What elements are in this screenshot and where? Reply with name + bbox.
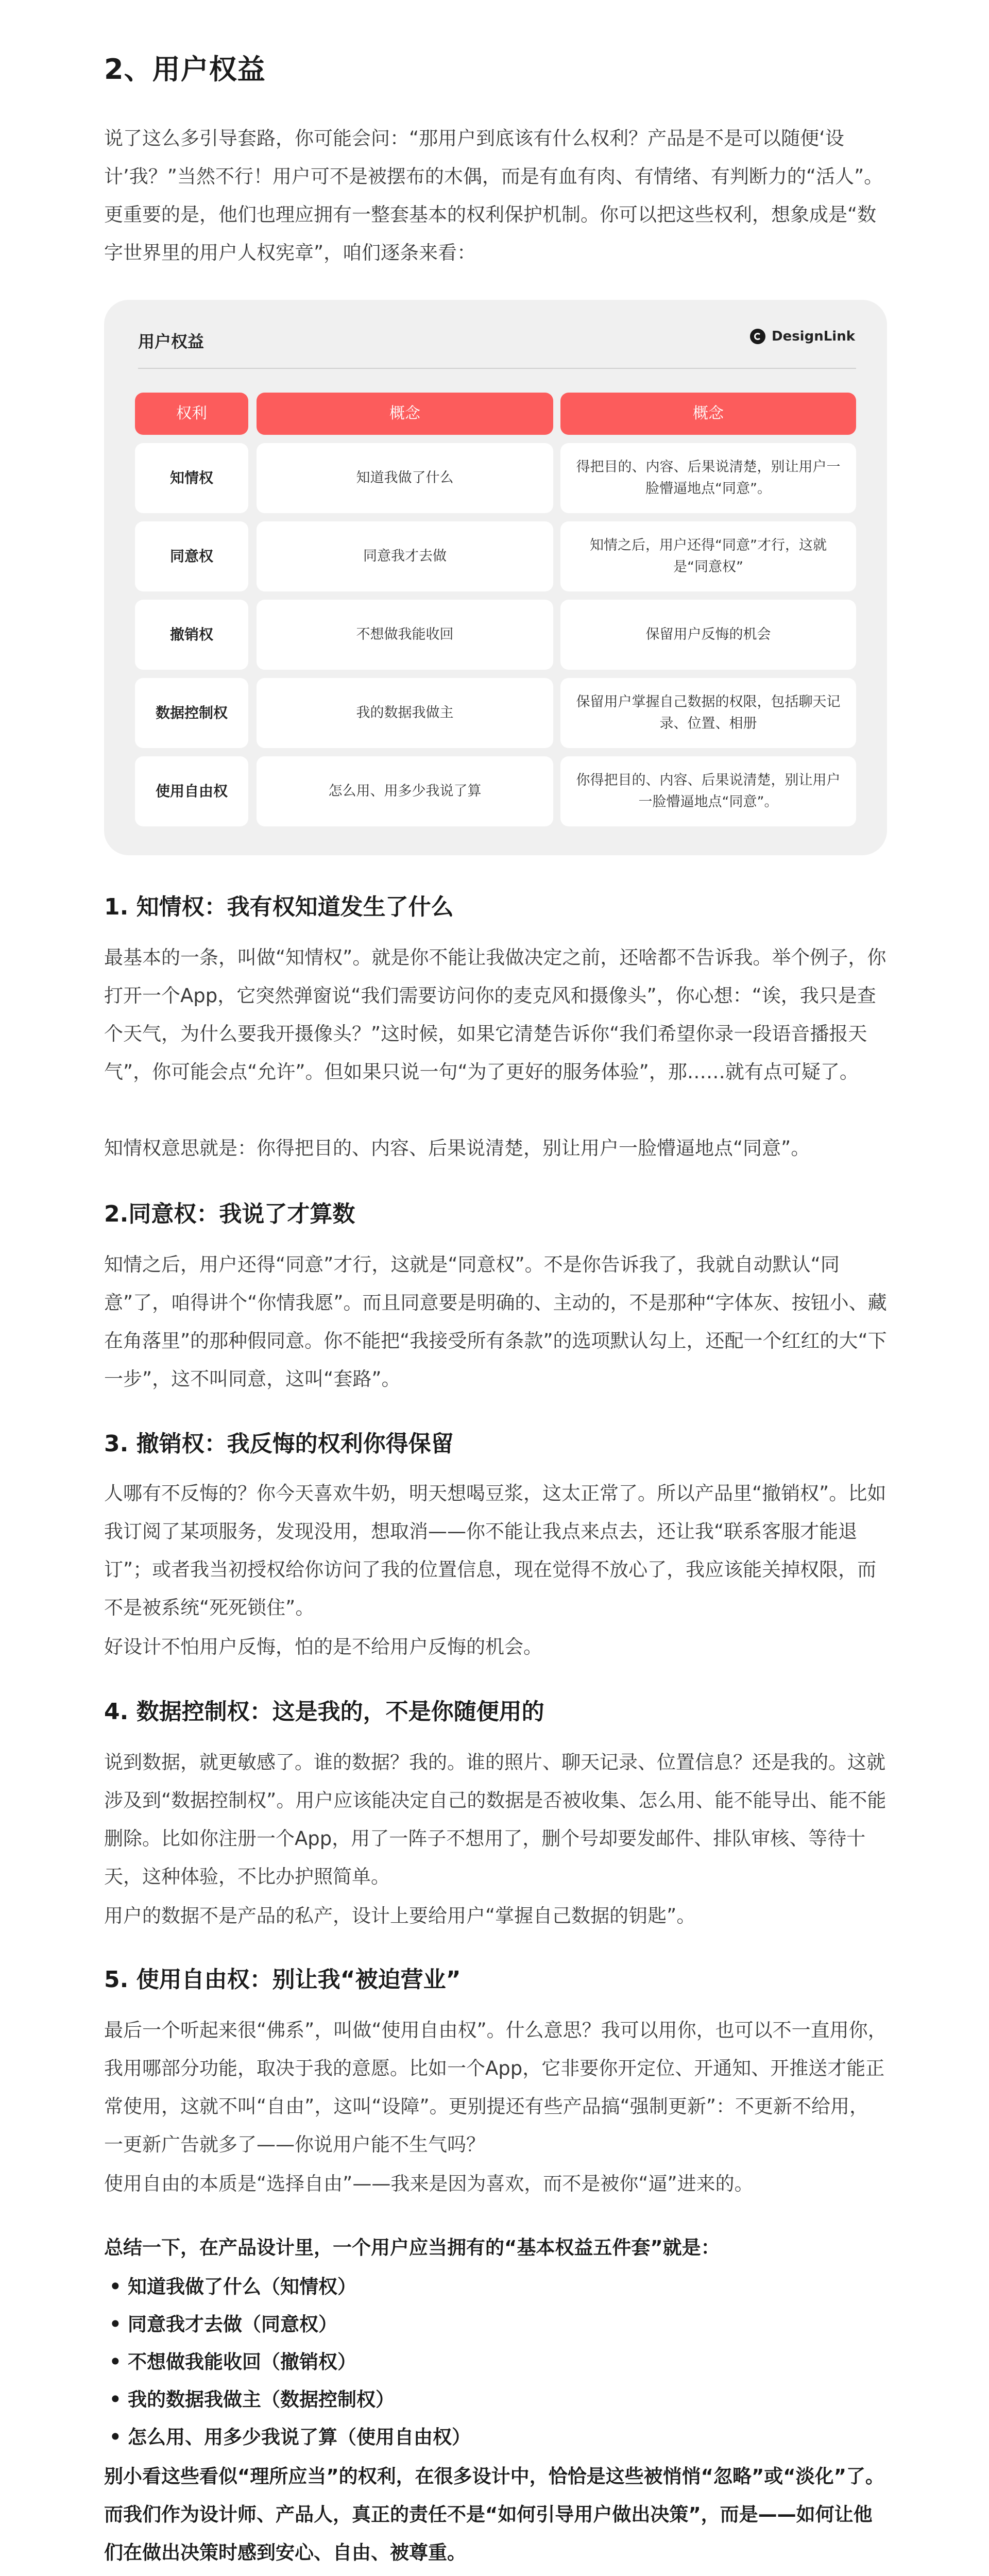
cell-concept: 怎么用、用多少我说了算 <box>257 756 553 826</box>
section-title: 2、用户权益 <box>104 53 266 86</box>
list-item: • 同意我才去做（同意权） <box>104 2306 887 2343</box>
list-item: • 知道我做了什么（知情权） <box>104 2268 887 2306</box>
cell-right: 同意权 <box>135 521 248 591</box>
section-tail-freedom: 使用自由的本质是“选择自由”——我来是因为喜欢，而不是被你“逼”进来的。 <box>104 2173 754 2195</box>
cell-right: 使用自由权 <box>135 756 248 826</box>
brand-mark <box>750 329 855 344</box>
section-body-freedom: 最后一个听起来很“佛系”，叫做“使用自由权”。什么意思？我可以用你，也可以不一直用你，我用哪部分功能，取决于我的意愿。比如一个App，它非要你开定位、开通知、开推送才能正常使用，这就不叫“自由”，这叫“设障”。更别提还有些产品搞“强制更新”：不更新不给用，一更新广告就多了——你说用户能不生气吗？ <box>104 2019 887 2156</box>
section-heading-consent: 2.同意权：我说了才算数 <box>104 1201 355 1227</box>
cell-detail: 保留用户掌握自己数据的权限，包括聊天记录、位置、相册 <box>560 678 856 748</box>
cell-concept: 不想做我能收回 <box>257 600 553 670</box>
list-item: • 不想做我能收回（撤销权） <box>104 2343 887 2381</box>
cell-right: 数据控制权 <box>135 678 248 748</box>
summary-lead: 总结一下，在产品设计里，一个用户应当拥有的“基本权益五件套”就是： <box>104 2236 720 2259</box>
card-title: 用户权益 <box>138 332 204 351</box>
section-body-consent: 知情之后，用户还得“同意”才行，这就是“同意权”。不是你告诉我了，我就自动默认“同意”了，咱得讲个“你情我愿”。而且同意要是明确的、主动的，不是那种“字体灰、按钮小、藏在角落里”的那种假同意。你不能把“我接受所有条款”的选项默认勾上，还配一个红红的大“下一步”，这不叫同意，这叫“套路”。 <box>104 1253 887 1390</box>
cell-right: 撤销权 <box>135 600 248 670</box>
card-divider <box>138 368 856 369</box>
summary-list <box>104 2268 887 2456</box>
section-body-informed: 最基本的一条，叫做“知情权”。就是你不能让我做决定之前，还啥都不告诉我。举个例子，你打开一个App，它突然弹窗说“我们需要访问你的麦克风和摄像头”，你心想：“诶，我只是查个天气，为什么要我开摄像头？”这时候，如果它清楚告诉你“我们希望你录一段语音播报天气”，你可能会点“允许”。但如果只说一句“为了更好的服务体验”，那……就有点可疑了。 <box>104 946 886 1083</box>
section-tail-data-control: 用户的数据不是产品的私产，设计上要给用户“掌握自己数据的钥匙”。 <box>104 1905 696 1927</box>
section-heading-freedom: 5. 使用自由权：别让我“被迫营业” <box>104 1967 461 1993</box>
section-tail-informed: 知情权意思就是：你得把目的、内容、后果说清楚，别让用户一脸懵逼地点“同意”。 <box>104 1137 810 1159</box>
cell-concept: 同意我才去做 <box>257 521 553 591</box>
section-heading-informed: 1. 知情权：我有权知道发生了什么 <box>104 894 454 920</box>
brand-name: DesignLink <box>771 329 855 344</box>
list-item: • 我的数据我做主（数据控制权） <box>104 2381 887 2418</box>
cell-detail: 得把目的、内容、后果说清楚，别让用户一脸懵逼地点“同意”。 <box>560 443 856 513</box>
section-body-data-control: 说到数据，就更敏感了。谁的数据？我的。谁的照片、聊天记录、位置信息？还是我的。这就涉及到“数据控制权”。用户应该能决定自己的数据是否被收集、怎么用、能不能导出、能不能删除。比如你注册一个App，用了一阵子不想用了，删个号却要发邮件、排队审核、等待十天，这种体验，不比办护照简单。 <box>104 1751 886 1888</box>
rights-card <box>104 300 887 855</box>
cell-detail: 保留用户反悔的机会 <box>560 600 856 670</box>
list-item: • 怎么用、用多少我说了算（使用自由权） <box>104 2418 887 2456</box>
section-heading-revoke: 3. 撤销权：我反悔的权利你得保留 <box>104 1431 454 1457</box>
closing-paragraph: 别小看这些看似“理所应当”的权利，在很多设计中，恰恰是这些被悄悄“忽略”或“淡化”了。而我们作为设计师、产品人，真正的责任不是“如何引导用户做出决策”，而是——如何让他们在做出决策时感到安心、自由、被尊重。 <box>104 2465 884 2564</box>
cell-detail: 知情之后，用户还得“同意”才行，这就是“同意权” <box>560 521 856 591</box>
header-cell-right: 权利 <box>135 393 248 435</box>
section-heading-data-control: 4. 数据控制权：这是我的，不是你随便用的 <box>104 1699 544 1725</box>
header-cell-concept: 概念 <box>257 393 553 435</box>
designlink-logo-icon <box>750 329 765 344</box>
intro-paragraph: 说了这么多引导套路，你可能会问：“那用户到底该有什么权利？产品是不是可以随便‘设计’我？”当然不行！用户可不是被摆布的木偶，而是有血有肉、有情绪、有判断力的“活人”。更重要的是，他们也理应拥有一整套基本的权利保护机制。你可以把这些权利，想象成是“数字世界里的用户人权宪章”，咱们逐条来看： <box>104 127 883 264</box>
cell-right: 知情权 <box>135 443 248 513</box>
section-tail-revoke: 好设计不怕用户反悔，怕的是不给用户反悔的机会。 <box>104 1636 542 1658</box>
cell-detail: 你得把目的、内容、后果说清楚，别让用户一脸懵逼地点“同意”。 <box>560 756 856 826</box>
cell-concept: 知道我做了什么 <box>257 443 553 513</box>
section-body-revoke: 人哪有不反悔的？你今天喜欢牛奶，明天想喝豆浆，这太正常了。所以产品里“撤销权”。比如我订阅了某项服务，发现没用，想取消——你不能让我点来点去，还让我“联系客服才能退订”；或者我当初授权给你访问了我的位置信息，现在觉得不放心了，我应该能关掉权限，而不是被系统“死死锁住”。 <box>104 1482 886 1619</box>
cell-concept: 我的数据我做主 <box>257 678 553 748</box>
header-cell-detail: 概念 <box>560 393 856 435</box>
